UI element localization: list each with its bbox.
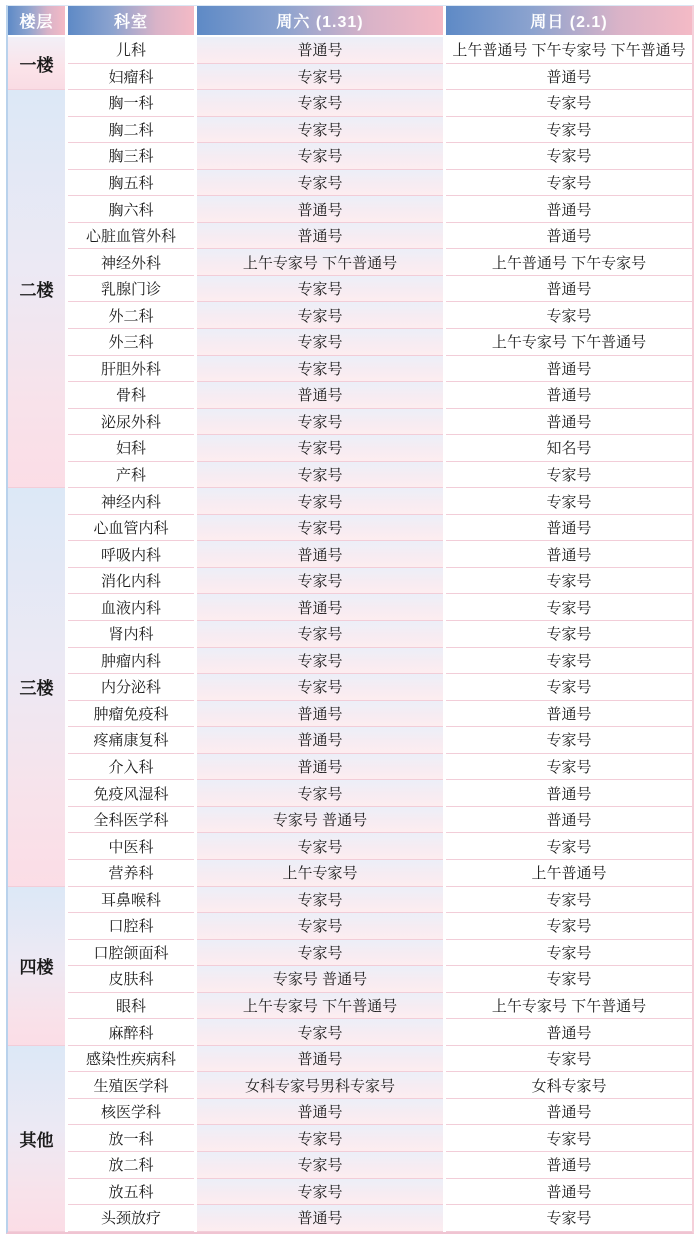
sunday-cell: 普通号: [446, 223, 692, 250]
saturday-cell: 专家号: [197, 409, 443, 436]
department-cell: 神经外科: [68, 249, 194, 276]
saturday-cell: 普通号: [197, 541, 443, 568]
sunday-cell: 普通号: [446, 356, 692, 383]
department-cell: 血液内科: [68, 594, 194, 621]
sunday-cell: 普通号: [446, 382, 692, 409]
saturday-cell: 专家号: [197, 143, 443, 170]
saturday-cell: 上午专家号 下午普通号: [197, 993, 443, 1020]
floor-group-label: 其他: [8, 1046, 65, 1232]
saturday-cell: 普通号: [197, 727, 443, 754]
sunday-cell: 普通号: [446, 807, 692, 834]
department-cell: 胸五科: [68, 170, 194, 197]
sunday-cell: 专家号: [446, 1046, 692, 1073]
department-cell: 胸二科: [68, 117, 194, 144]
department-cell: 消化内科: [68, 568, 194, 595]
department-cell: 神经内科: [68, 488, 194, 515]
saturday-cell: 专家号: [197, 302, 443, 329]
sunday-cell: 专家号: [446, 1125, 692, 1152]
saturday-cell: 专家号: [197, 833, 443, 860]
department-cell: 心脏血管外科: [68, 223, 194, 250]
department-cell: 麻醉科: [68, 1019, 194, 1046]
sunday-cell: 上午普通号 下午专家号 下午普通号: [446, 37, 692, 64]
sunday-cell: 专家号: [446, 674, 692, 701]
saturday-cell: 专家号: [197, 64, 443, 91]
department-cell: 疼痛康复科: [68, 727, 194, 754]
sunday-cell: 专家号: [446, 1205, 692, 1232]
saturday-cell: 专家号: [197, 356, 443, 383]
floor-group-label: 三楼: [8, 488, 65, 886]
floor-group-label: 二楼: [8, 90, 65, 488]
saturday-cell: 普通号: [197, 1205, 443, 1232]
sunday-cell: 上午专家号 下午普通号: [446, 993, 692, 1020]
saturday-cell: 专家号: [197, 940, 443, 967]
saturday-cell: 专家号: [197, 913, 443, 940]
department-cell: 呼吸内科: [68, 541, 194, 568]
table-header-row: [8, 6, 692, 35]
saturday-cell: 上午专家号 下午普通号: [197, 249, 443, 276]
saturday-cell: 普通号: [197, 701, 443, 728]
saturday-cell: 专家号: [197, 90, 443, 117]
saturday-cell: 专家号: [197, 621, 443, 648]
department-cell: 生殖医学科: [68, 1072, 194, 1099]
sunday-cell: 普通号: [446, 780, 692, 807]
department-cell: 放五科: [68, 1179, 194, 1206]
department-cell: 肝胆外科: [68, 356, 194, 383]
saturday-cell: 普通号: [197, 37, 443, 64]
sunday-cell: 专家号: [446, 117, 692, 144]
department-cell: 产科: [68, 462, 194, 489]
department-cell: 眼科: [68, 993, 194, 1020]
saturday-cell: 普通号: [197, 754, 443, 781]
department-cell: 口腔科: [68, 913, 194, 940]
department-cell: 全科医学科: [68, 807, 194, 834]
saturday-cell: 专家号: [197, 1125, 443, 1152]
sunday-cell: 专家号: [446, 727, 692, 754]
sunday-cell: 专家号: [446, 887, 692, 914]
saturday-cell: 专家号: [197, 276, 443, 303]
department-cell: 中医科: [68, 833, 194, 860]
sunday-cell: 专家号: [446, 170, 692, 197]
saturday-cell: 普通号: [197, 1099, 443, 1126]
sunday-cell: 知名号: [446, 435, 692, 462]
sunday-cell: 普通号: [446, 196, 692, 223]
department-cell: 耳鼻喉科: [68, 887, 194, 914]
department-cell: 介入科: [68, 754, 194, 781]
department-cell: 放二科: [68, 1152, 194, 1179]
saturday-cell: 女科专家号男科专家号: [197, 1072, 443, 1099]
department-cell: 乳腺门诊: [68, 276, 194, 303]
saturday-cell: 普通号: [197, 196, 443, 223]
department-cell: 内分泌科: [68, 674, 194, 701]
sunday-cell: 女科专家号: [446, 1072, 692, 1099]
saturday-cell: 专家号: [197, 1152, 443, 1179]
saturday-cell: 普通号: [197, 1046, 443, 1073]
floor-group-label: 四楼: [8, 887, 65, 1046]
department-cell: 儿科: [68, 37, 194, 64]
sunday-cell: 专家号: [446, 90, 692, 117]
saturday-cell: 专家号: [197, 568, 443, 595]
sunday-cell: 上午普通号: [446, 860, 692, 887]
department-cell: 肾内科: [68, 621, 194, 648]
department-cell: 头颈放疗: [68, 1205, 194, 1232]
sunday-cell: 普通号: [446, 409, 692, 436]
table-body: [8, 37, 692, 1233]
saturday-cell: 专家号: [197, 1179, 443, 1206]
sunday-cell: 普通号: [446, 1099, 692, 1126]
sunday-cell: 普通号: [446, 1019, 692, 1046]
header-sunday: 周日 (2.1): [446, 6, 692, 35]
department-cell: 口腔颌面科: [68, 940, 194, 967]
saturday-cell: 专家号: [197, 674, 443, 701]
sunday-cell: 上午普通号 下午专家号: [446, 249, 692, 276]
sunday-cell: 普通号: [446, 1179, 692, 1206]
sunday-cell: 上午专家号 下午普通号: [446, 329, 692, 356]
saturday-cell: 专家号: [197, 887, 443, 914]
department-cell: 妇科: [68, 435, 194, 462]
department-cell: 营养科: [68, 860, 194, 887]
saturday-cell: 专家号: [197, 488, 443, 515]
sunday-cell: 专家号: [446, 143, 692, 170]
sunday-cell: 专家号: [446, 940, 692, 967]
floor-group-label: 一楼: [8, 37, 65, 90]
saturday-cell: 专家号: [197, 1019, 443, 1046]
saturday-cell: 专家号: [197, 170, 443, 197]
department-cell: 骨科: [68, 382, 194, 409]
saturday-cell: 专家号: [197, 648, 443, 675]
header-floor: 楼层: [8, 6, 65, 35]
sunday-cell: 专家号: [446, 966, 692, 993]
sunday-cell: 专家号: [446, 754, 692, 781]
saturday-cell: 专家号: [197, 435, 443, 462]
sunday-cell: 专家号: [446, 913, 692, 940]
sunday-cell: 普通号: [446, 541, 692, 568]
department-cell: 免疫风湿科: [68, 780, 194, 807]
saturday-cell: 专家号: [197, 780, 443, 807]
sunday-cell: 普通号: [446, 64, 692, 91]
sunday-cell: 专家号: [446, 621, 692, 648]
sunday-cell: 专家号: [446, 594, 692, 621]
department-cell: 核医学科: [68, 1099, 194, 1126]
department-cell: 心血管内科: [68, 515, 194, 542]
department-cell: 胸六科: [68, 196, 194, 223]
saturday-cell: 专家号: [197, 515, 443, 542]
header-saturday: 周六 (1.31): [197, 6, 443, 35]
sunday-cell: 普通号: [446, 515, 692, 542]
department-cell: 妇瘤科: [68, 64, 194, 91]
department-cell: 外二科: [68, 302, 194, 329]
saturday-cell: 专家号: [197, 117, 443, 144]
sunday-cell: 普通号: [446, 276, 692, 303]
department-cell: 肿瘤免疫科: [68, 701, 194, 728]
department-cell: 胸一科: [68, 90, 194, 117]
sunday-cell: 专家号: [446, 568, 692, 595]
saturday-cell: 专家号 普通号: [197, 966, 443, 993]
saturday-cell: 专家号: [197, 329, 443, 356]
sunday-cell: 普通号: [446, 1152, 692, 1179]
schedule-table: [6, 5, 694, 1234]
department-cell: 泌尿外科: [68, 409, 194, 436]
sunday-cell: 专家号: [446, 833, 692, 860]
header-department: 科室: [68, 6, 194, 35]
sunday-cell: 专家号: [446, 302, 692, 329]
saturday-cell: 普通号: [197, 382, 443, 409]
sunday-cell: 专家号: [446, 648, 692, 675]
department-cell: 肿瘤内科: [68, 648, 194, 675]
department-cell: 感染性疾病科: [68, 1046, 194, 1073]
saturday-cell: 普通号: [197, 594, 443, 621]
department-cell: 胸三科: [68, 143, 194, 170]
saturday-cell: 专家号 普通号: [197, 807, 443, 834]
department-cell: 皮肤科: [68, 966, 194, 993]
department-cell: 外三科: [68, 329, 194, 356]
saturday-cell: 专家号: [197, 462, 443, 489]
saturday-cell: 上午专家号: [197, 860, 443, 887]
sunday-cell: 专家号: [446, 488, 692, 515]
sunday-cell: 普通号: [446, 701, 692, 728]
sunday-cell: 专家号: [446, 462, 692, 489]
department-cell: 放一科: [68, 1125, 194, 1152]
saturday-cell: 普通号: [197, 223, 443, 250]
